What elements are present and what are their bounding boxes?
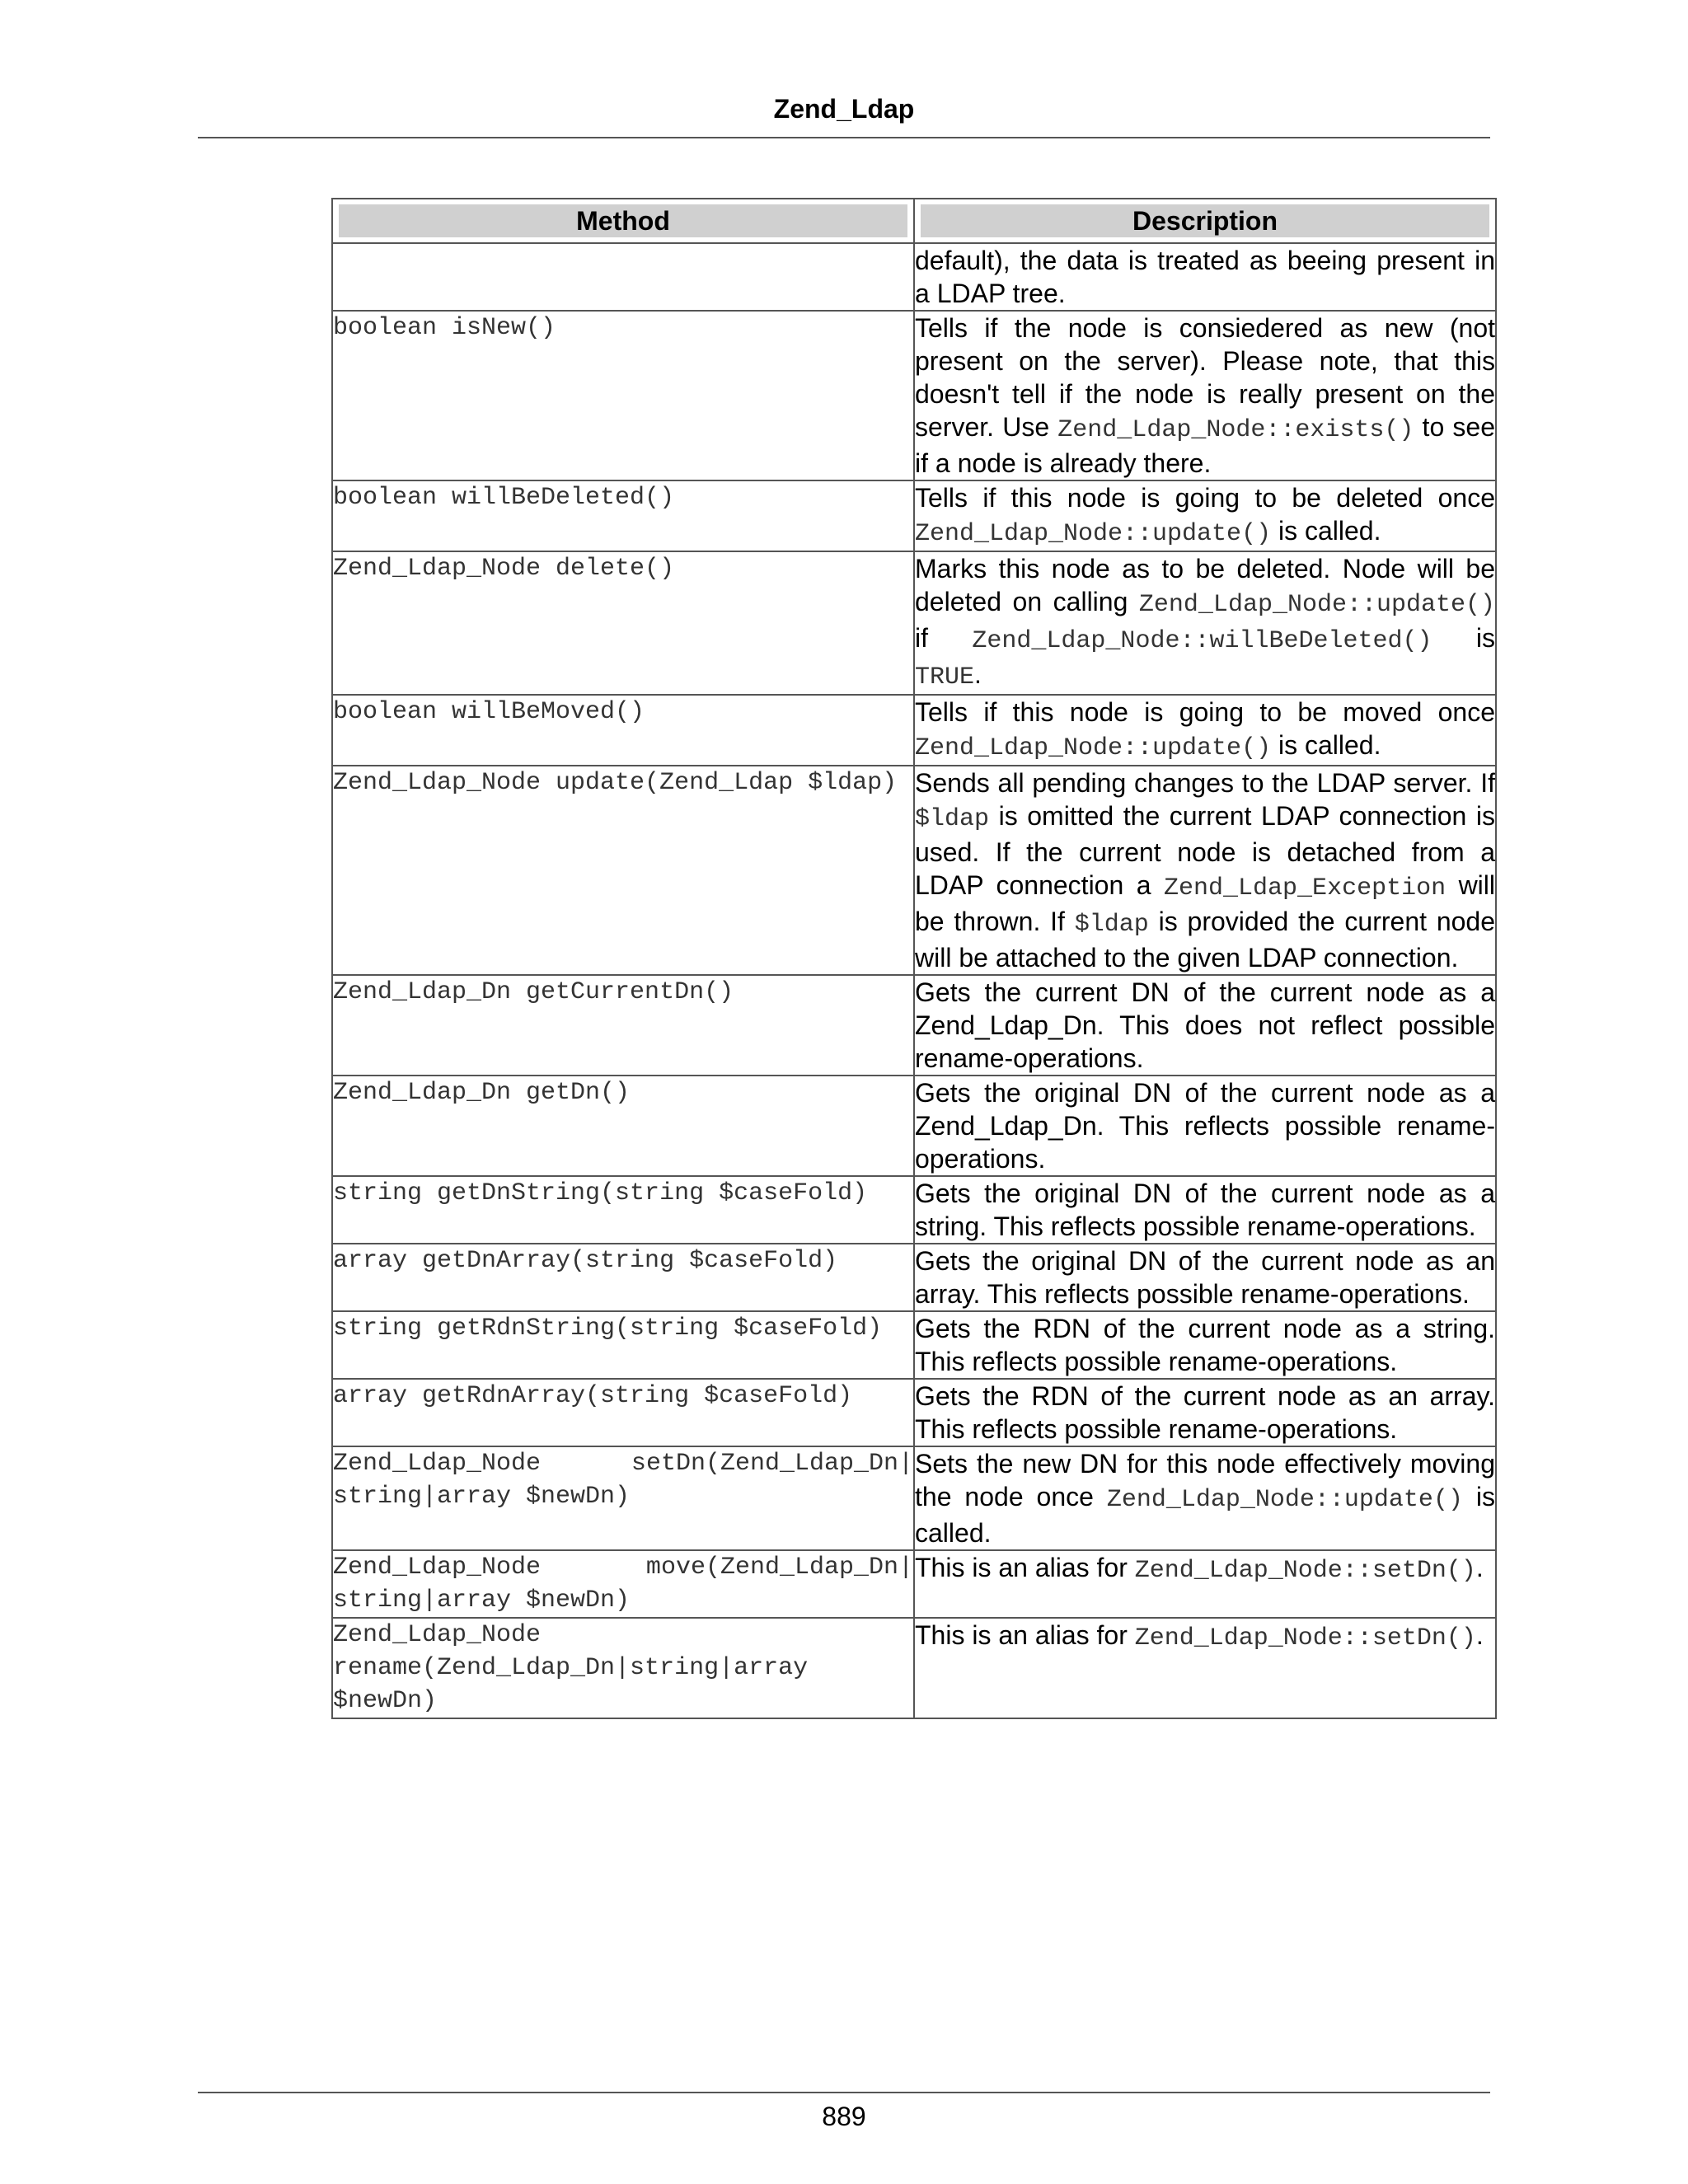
method-description xyxy=(914,1618,1496,1718)
table-row xyxy=(332,243,1496,311)
description-text: Gets the original DN of the current node as a Zend_Ldap_Dn. This reflects possible rename-operations. xyxy=(915,1078,1495,1174)
method-signature: boolean isNew() xyxy=(332,311,914,480)
description-text: to see if a node is already there. xyxy=(915,412,1496,478)
description-text: . xyxy=(974,659,982,689)
description-text: Gets the RDN of the current node as an array. This reflects possible rename-operations. xyxy=(915,1381,1495,1444)
method-column-label: Method xyxy=(339,204,907,237)
code-reference: Zend_Ldap_Node::exists() xyxy=(1057,416,1414,444)
method-description xyxy=(914,1311,1496,1379)
method-signature: Zend_Ldap_Dn getCurrentDn() xyxy=(332,975,914,1076)
code-reference: Zend_Ldap_Node::update() xyxy=(915,520,1272,548)
table-row xyxy=(332,311,1496,480)
method-signature: Zend_Ldap_Node update(Zend_Ldap $ldap) xyxy=(332,766,914,975)
table-row xyxy=(332,1176,1496,1244)
description-text: . xyxy=(1475,1620,1484,1650)
description-text: Tells if this node is going to be moved once xyxy=(915,697,1495,727)
table-row xyxy=(332,975,1496,1076)
description-text: Gets the original DN of the current node as a string. This reflects possible rename-operations. xyxy=(915,1179,1495,1241)
table-row xyxy=(332,551,1496,695)
description-column-header xyxy=(914,199,1496,243)
description-text: is called. xyxy=(915,1482,1495,1548)
code-reference: Zend_Ldap_Node::update() xyxy=(1138,591,1495,619)
table-header-row xyxy=(332,199,1496,243)
table-row xyxy=(332,1311,1496,1379)
table-row xyxy=(332,1076,1496,1176)
description-text: if xyxy=(915,623,973,653)
description-text: Tells if this node is going to be deleted once xyxy=(915,483,1495,513)
code-reference: TRUE xyxy=(915,663,975,691)
table-row xyxy=(332,1244,1496,1311)
description-text: is omitted the current LDAP connection is used. If the current node is detached from a LDAP connection a xyxy=(915,801,1495,900)
code-reference: Zend_Ldap_Node::setDn() xyxy=(1134,1557,1476,1585)
code-reference: Zend_Ldap_Exception xyxy=(1164,874,1447,902)
method-signature: boolean willBeMoved() xyxy=(332,695,914,766)
method-description xyxy=(914,243,1496,311)
page-header-title: Zend_Ldap xyxy=(773,94,915,124)
code-reference: Zend_Ldap_Node::willBeDeleted() xyxy=(972,627,1432,655)
method-description xyxy=(914,1379,1496,1446)
method-column-header xyxy=(332,199,914,243)
description-text: This is an alias for xyxy=(915,1553,1135,1582)
table-row xyxy=(332,766,1496,975)
description-text: default), the data is treated as beeing present in a LDAP tree. xyxy=(915,246,1495,308)
method-signature: Zend_Ldap_Node delete() xyxy=(332,551,914,695)
code-reference: $ldap xyxy=(915,805,990,833)
page-number: 889 xyxy=(822,2102,866,2131)
footer-divider xyxy=(198,2092,1490,2093)
method-description xyxy=(914,1550,1496,1618)
method-signature: Zend_Ldap_Dn getDn() xyxy=(332,1076,914,1176)
method-signature: string getRdnString(string $caseFold) xyxy=(332,1311,914,1379)
method-signature xyxy=(332,243,914,311)
description-text: Tells if the node is consiedered as new (not present on the server). Please note, that this doesn't tell if the node is really present on the server. Use xyxy=(915,313,1495,442)
method-description xyxy=(914,766,1496,975)
method-signature: Zend_Ldap_Node setDn(Zend_Ldap_Dn| string|array $newDn) xyxy=(332,1446,914,1550)
description-text: will be thrown. If xyxy=(915,870,1496,936)
description-text: is xyxy=(1432,623,1496,653)
method-description xyxy=(914,480,1496,551)
description-text: is called. xyxy=(1271,516,1381,546)
code-reference: Zend_Ldap_Node::update() xyxy=(1106,1486,1463,1514)
description-text: Gets the current DN of the current node as a Zend_Ldap_Dn. This does not reflect possible rename-operations. xyxy=(915,977,1495,1073)
description-text: is called. xyxy=(1271,730,1381,760)
method-signature: array getRdnArray(string $caseFold) xyxy=(332,1379,914,1446)
description-text: This is an alias for xyxy=(915,1620,1135,1650)
description-text: is provided the current node will be attached to the given LDAP connection. xyxy=(915,907,1496,972)
method-description xyxy=(914,1446,1496,1550)
description-text: Gets the RDN of the current node as a string. This reflects possible rename-operations. xyxy=(915,1314,1495,1376)
table-row xyxy=(332,1618,1496,1718)
description-text: Marks this node as to be deleted. Node will be deleted on calling xyxy=(915,554,1495,616)
method-description xyxy=(914,695,1496,766)
method-signature: Zend_Ldap_Node move(Zend_Ldap_Dn| string|array $newDn) xyxy=(332,1550,914,1618)
method-signature: string getDnString(string $caseFold) xyxy=(332,1176,914,1244)
description-text: Sets the new DN for this node effectively moving the node once xyxy=(915,1449,1495,1511)
method-description xyxy=(914,311,1496,480)
method-signature: Zend_Ldap_Node rename(Zend_Ldap_Dn|string|array $newDn) xyxy=(332,1618,914,1718)
method-description xyxy=(914,1176,1496,1244)
method-description xyxy=(914,1244,1496,1311)
code-reference: $ldap xyxy=(1074,911,1149,939)
table-row xyxy=(332,1446,1496,1550)
method-signature: array getDnArray(string $caseFold) xyxy=(332,1244,914,1311)
code-reference: Zend_Ldap_Node::update() xyxy=(915,734,1272,762)
code-reference: Zend_Ldap_Node::setDn() xyxy=(1134,1624,1476,1652)
table-row xyxy=(332,1550,1496,1618)
method-table xyxy=(331,198,1497,1719)
description-column-label: Description xyxy=(921,204,1489,237)
description-text: Sends all pending changes to the LDAP server. If xyxy=(915,768,1495,798)
table-row xyxy=(332,480,1496,551)
description-text: Gets the original DN of the current node as an array. This reflects possible rename-operations. xyxy=(915,1246,1495,1309)
method-description xyxy=(914,1076,1496,1176)
table-row xyxy=(332,1379,1496,1446)
method-signature: boolean willBeDeleted() xyxy=(332,480,914,551)
description-text: . xyxy=(1475,1553,1484,1582)
method-description xyxy=(914,975,1496,1076)
header-divider xyxy=(198,137,1490,138)
table-row xyxy=(332,695,1496,766)
method-description xyxy=(914,551,1496,695)
